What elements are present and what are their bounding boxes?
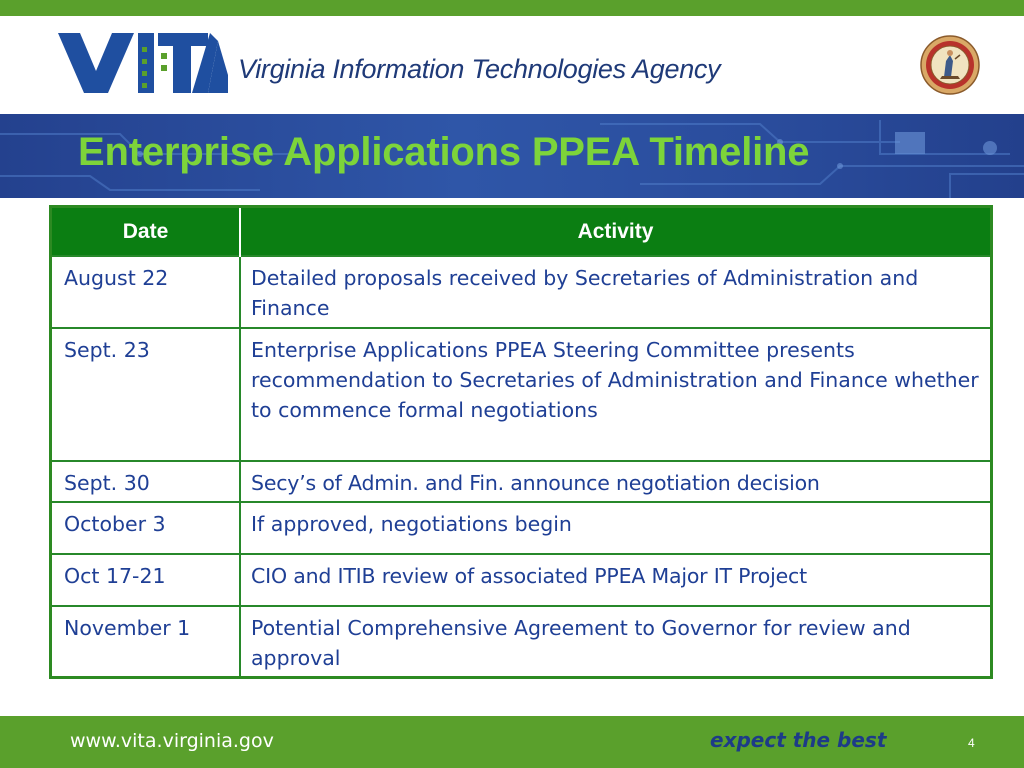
date-cell: Oct 17-21 [52, 554, 240, 606]
table-header-row [52, 208, 990, 256]
slide-title: Enterprise Applications PPEA Timeline [78, 130, 810, 174]
agency-name: Virginia Information Technologies Agency [238, 54, 721, 84]
timeline-table [49, 205, 993, 679]
footer-url: www.vita.virginia.gov [70, 730, 274, 752]
column-header-date: Date [52, 208, 240, 256]
activity-cell: CIO and ITIB review of associated PPEA Major IT Project [240, 554, 990, 606]
activity-cell: Detailed proposals received by Secretaries of Administration and Finance [240, 256, 990, 328]
footer-bar [0, 716, 1024, 768]
date-cell: Sept. 23 [52, 328, 240, 461]
activity-cell: Secy’s of Admin. and Fin. announce negotiation decision [240, 461, 990, 502]
table-row [52, 256, 990, 328]
table-row [52, 554, 990, 606]
table-row [52, 461, 990, 502]
column-header-activity: Activity [240, 208, 990, 256]
title-band [0, 114, 1024, 198]
activity-cell: If approved, negotiations begin [240, 502, 990, 554]
date-cell: November 1 [52, 606, 240, 676]
page-number: 4 [968, 736, 975, 750]
top-accent-bar [0, 0, 1024, 16]
date-cell: Sept. 30 [52, 461, 240, 502]
date-cell: October 3 [52, 502, 240, 554]
activity-cell: Enterprise Applications PPEA Steering Committee presents recommendation to Secretaries of Administration and Finance whether to commence formal negotiations [240, 328, 990, 461]
footer-tagline: expect the best [710, 728, 887, 752]
table-row [52, 606, 990, 676]
table-row [52, 328, 990, 461]
activity-cell: Potential Comprehensive Agreement to Governor for review and approval [240, 606, 990, 676]
virginia-seal-icon [920, 35, 980, 95]
vita-logo [58, 33, 228, 93]
date-cell: August 22 [52, 256, 240, 328]
table-row [52, 502, 990, 554]
